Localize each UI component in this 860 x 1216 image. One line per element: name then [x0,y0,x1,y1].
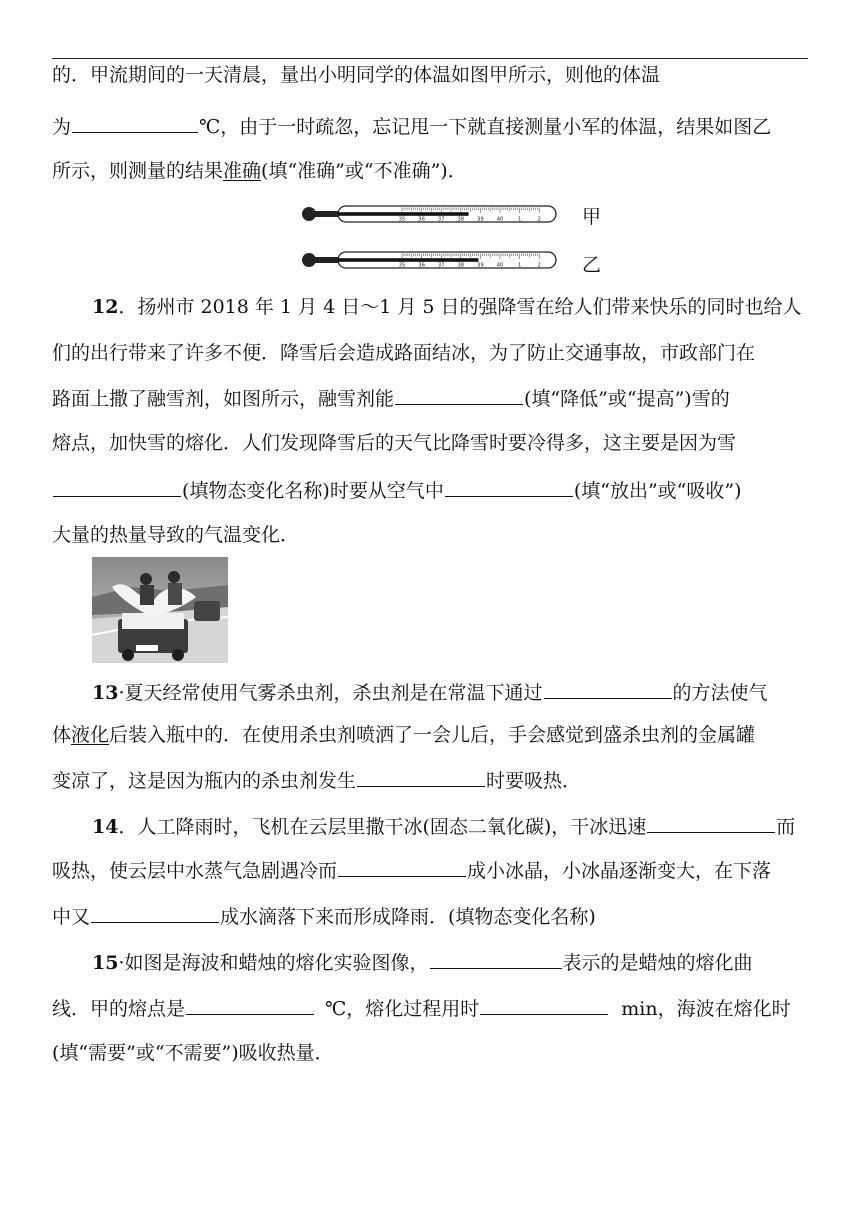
q13-line-3 [52,766,808,794]
q12-text-3b: (填“降低”或“提高”)雪的 [524,388,730,410]
q12-line-1 [92,294,808,320]
mercury-column [338,258,478,262]
q11-text-2b: ℃，由于一时疏忽，忘记甩一下就直接测量小军的体温，结果如图乙 [199,116,772,138]
q14-text-1b: 而 [776,816,796,838]
scale-tick-label: 1 [517,216,522,223]
q13-text-1a: ·夏天经常使用气雾杀虫剂，杀虫剂是在常温下通过 [118,682,543,704]
q15-text-2c: min，海波在熔化时 [621,998,791,1020]
scale-tick-label: 36 [418,216,425,223]
q12-text-4: 熔点，加快雪的熔化．人们发现降雪后的天气比降雪时要冷得多，这主要是因为雪 [52,432,737,454]
answer-blank-method[interactable] [544,678,672,699]
q12-text-2: 们的出行带来了许多不便．降雪后会造成路面结冰，为了防止交通事故，市政部门在 [52,342,756,364]
question-number-14: 14 [92,816,119,838]
q11-text-1: 的．甲流期间的一天清晨，量出小明同学的体温如图甲所示，则他的体温 [52,64,661,86]
q15-line-1 [92,948,808,976]
q15-line-2 [52,994,808,1022]
q14-line-2 [52,856,808,884]
scale-tick-label: 2 [537,262,541,269]
q11-answer-underlined: 准确 [223,160,262,182]
figure-label-jia: 甲 [582,206,602,228]
scale-tick-label: 40 [496,262,504,269]
scale-tick-label: 40 [496,216,504,223]
scale-tick-label: 2 [537,216,541,223]
scale-tick-label: 38 [457,216,465,223]
scale-tick-label: 36 [418,262,425,269]
answer-blank-phase-change[interactable] [53,476,181,497]
answer-blank-deposition[interactable] [338,856,466,877]
answer-blank-sublimation[interactable] [647,812,775,833]
q13-underlined: 液化 [71,724,110,746]
answer-blank-melting-temp[interactable] [186,994,314,1015]
snow-melting-agent-photo [92,557,228,663]
q12-text-6: 大量的热量导致的气温变化． [52,524,300,546]
answer-blank-body-temp[interactable] [72,112,198,133]
q12-text-3a: 路面上撒了融雪剂，如图所示，融雪剂能 [52,388,395,410]
q11-text-3b: (填“准确”或“不准确”)． [261,160,467,182]
q13-line-1 [92,678,808,706]
question-number-15: 15 [92,952,119,974]
q13-text-3b: 时要吸热． [486,770,582,792]
q14-line-3 [52,902,808,930]
figure-label-yi: 乙 [582,254,602,276]
q12-line-6 [52,522,808,548]
q12-line-4 [52,430,808,456]
header-rule [52,58,808,59]
q13-line-2 [52,722,808,748]
scale-tick-label: 39 [477,216,484,223]
q11-line-3 [52,158,808,184]
q12-text-1: ．扬州市 2018 年 1 月 4 日～1 月 5 日的强降雪在给人们带来快乐的同时也给人 [118,296,802,318]
answer-blank-heat-flow[interactable] [445,476,573,497]
q12-line-2 [52,340,808,366]
q14-text-1a: ．人工降雨时，飞机在云层里撒干冰(固态二氧化碳)，干冰迅速 [118,816,647,838]
q15-text-1b: 表示的是蜡烛的熔化曲 [562,952,753,974]
q15-line-3 [52,1040,808,1066]
answer-blank-melting-time[interactable] [480,994,608,1015]
q13-text-2b: 后装入瓶中的．在使用杀虫剂喷洒了一会儿后，手会感觉到盛杀虫剂的金属罐 [109,724,756,746]
q12-line-3 [52,384,808,412]
scale-tick-label: 37 [437,216,445,223]
q14-text-2a: 吸热，使云层中水蒸气急剧遇冷而 [52,860,338,882]
q11-text-3a: 所示，则测量的结果 [52,160,224,182]
q14-text-2b: 成小冰晶，小冰晶逐渐变大，在下落 [467,860,772,882]
scale-tick-label: 1 [517,262,522,269]
question-number-12: 12 [92,296,119,318]
scale-tick-label: 39 [477,262,484,269]
scale-tick-label: 35 [398,262,406,269]
q12-text-5a: (填物态变化名称)时要从空气中 [182,480,444,502]
answer-blank-candle-curve[interactable] [430,948,562,969]
q14-text-3b: 成水滴落下来而形成降雨．(填物态变化名称) [220,906,596,928]
scale-tick-label: 37 [437,262,445,269]
q15-text-2a: 线．甲的熔点是 [52,998,186,1020]
q13-text-1b: 的方法使气 [672,682,768,704]
q12-line-5 [52,476,808,504]
scale-tick-label: 38 [457,262,465,269]
q15-text-2b: ℃，熔化过程用时 [325,998,480,1020]
question-number-13: 13 [92,682,119,704]
q12-text-5b: (填“放出”或“吸收”) [573,480,742,502]
q11-line-1 [52,62,808,88]
q15-text-1a: ·如图是海波和蜡烛的熔化实验图像， [118,952,429,974]
thermometer-jia [298,204,560,224]
answer-blank-melting-point[interactable] [395,384,523,405]
q15-text-3: (填“需要”或“不需要”)吸收热量． [52,1042,334,1064]
q14-text-3a: 中又 [52,906,91,928]
q13-text-2a: 体 [52,724,72,746]
scale-tick-label: 35 [398,216,406,223]
mercury-column [338,212,469,216]
q14-line-1 [92,812,808,840]
q11-line-2 [52,112,808,140]
thermometer-yi [298,250,560,270]
q11-text-2a: 为 [52,116,72,138]
q13-text-3a: 变凉了，这是因为瓶内的杀虫剂发生 [52,770,357,792]
answer-blank-vaporization[interactable] [357,766,485,787]
answer-blank-melting[interactable] [91,902,219,923]
